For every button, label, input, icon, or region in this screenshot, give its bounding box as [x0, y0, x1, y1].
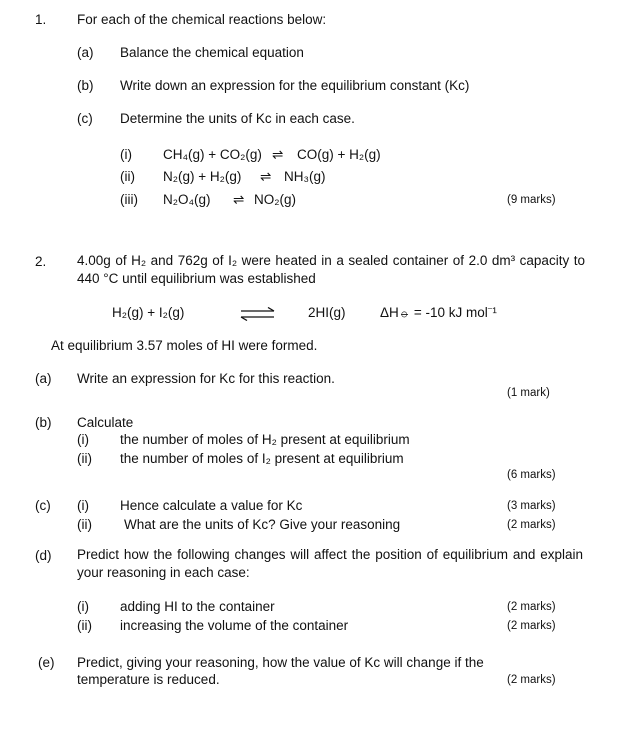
- q2-intro: 4.00g of H₂ and 762g of I₂ were heated in a sealed container of 2.0 dm³ capacity to 440 °C until equilibrium was established: [77, 253, 585, 286]
- q1-reaction-ii-label: (ii): [120, 169, 135, 184]
- q2-equation-rhs: 2HI(g): [308, 305, 346, 320]
- q2-d-ii-marks: (2 marks): [507, 620, 556, 632]
- q2-d-ii-label: (ii): [77, 618, 92, 633]
- q2-d-i-label: (i): [77, 599, 89, 614]
- q1-reaction-iii-lhs: N₂O₄(g): [163, 192, 211, 207]
- q1-intro: For each of the chemical reactions below:: [77, 12, 327, 27]
- q2-b-ii-label: (ii): [77, 451, 92, 466]
- q1-part-b-label: (b): [77, 78, 94, 93]
- q2-c-i-label: (i): [77, 498, 89, 513]
- q1-reaction-i-rhs: CO(g) + H₂(g): [297, 147, 381, 162]
- q1-marks: (9 marks): [507, 194, 556, 206]
- q1-reaction-i-label: (i): [120, 147, 132, 162]
- q2-c-ii-label: (ii): [77, 517, 92, 532]
- equilibrium-arrows-icon: [240, 307, 276, 321]
- q2-c-ii-marks: (2 marks): [507, 519, 556, 531]
- q1-part-c-label: (c): [77, 111, 93, 126]
- q2-b-text: Calculate: [77, 415, 134, 430]
- q2-equation-lhs: H₂(g) + I₂(g): [112, 305, 185, 320]
- q2-b-label: (b): [35, 415, 52, 430]
- q1-number: 1.: [35, 12, 47, 27]
- q1-reaction-ii-arrow: ⇌: [260, 169, 272, 184]
- q2-b-marks: (6 marks): [507, 469, 556, 481]
- q2-a-label: (a): [35, 371, 52, 386]
- q2-enthalpy: ΔH⦵ = -10 kJ mol⁻¹: [380, 305, 497, 320]
- q1-reaction-ii-lhs: N₂(g) + H₂(g): [163, 169, 242, 184]
- q2-d-text: Predict how the following changes will affect the position of equilibrium and explain your reasoning in each case:: [77, 547, 583, 580]
- q1-part-a-label: (a): [77, 45, 94, 60]
- q1-part-a-text: Balance the chemical equation: [120, 45, 304, 60]
- q2-e-line1: Predict, giving your reasoning, how the value of Kc will change if the: [77, 655, 484, 670]
- q2-d-i-marks: (2 marks): [507, 601, 556, 613]
- q2-equilibrium-note: At equilibrium 3.57 moles of HI were formed.: [51, 338, 318, 353]
- q1-reaction-ii-rhs: NH₃(g): [284, 169, 326, 184]
- q1-reaction-i-lhs: CH₄(g) + CO₂(g): [163, 147, 262, 162]
- q1-reaction-i-arrow: ⇌: [272, 147, 284, 162]
- q1-reaction-iii-rhs: NO₂(g): [254, 192, 296, 207]
- q2-e-label: (e): [38, 655, 55, 670]
- q1-part-c-text: Determine the units of Kᴄ in each case.: [120, 111, 355, 126]
- q2-d-ii-text: increasing the volume of the container: [120, 618, 349, 633]
- q2-c-i-marks: (3 marks): [507, 500, 556, 512]
- q2-b-ii-text: the number of moles of I₂ present at equilibrium: [120, 451, 404, 466]
- q2-b-i-label: (i): [77, 432, 89, 447]
- q2-d-label: (d): [35, 548, 52, 563]
- q2-c-label: (c): [35, 498, 51, 513]
- q1-part-b-text: Write down an expression for the equilibrium constant (Kᴄ): [120, 78, 470, 93]
- q2-c-i-text: Hence calculate a value for Kc: [120, 498, 303, 513]
- q2-a-marks: (1 mark): [507, 387, 550, 399]
- q1-reaction-iii-label: (iii): [120, 192, 138, 207]
- q2-number: 2.: [35, 254, 47, 269]
- q2-b-i-text: the number of moles of H₂ present at equilibrium: [120, 432, 410, 447]
- q2-e-marks: (2 marks): [507, 674, 556, 686]
- q2-d-i-text: adding HI to the container: [120, 599, 275, 614]
- q1-reaction-iii-arrow: ⇌: [233, 192, 245, 207]
- q2-c-ii-text: What are the units of Kc? Give your reasoning: [124, 517, 401, 532]
- q2-e-line2: temperature is reduced.: [77, 672, 220, 687]
- q2-a-text: Write an expression for Kᴄ for this reaction.: [77, 371, 335, 386]
